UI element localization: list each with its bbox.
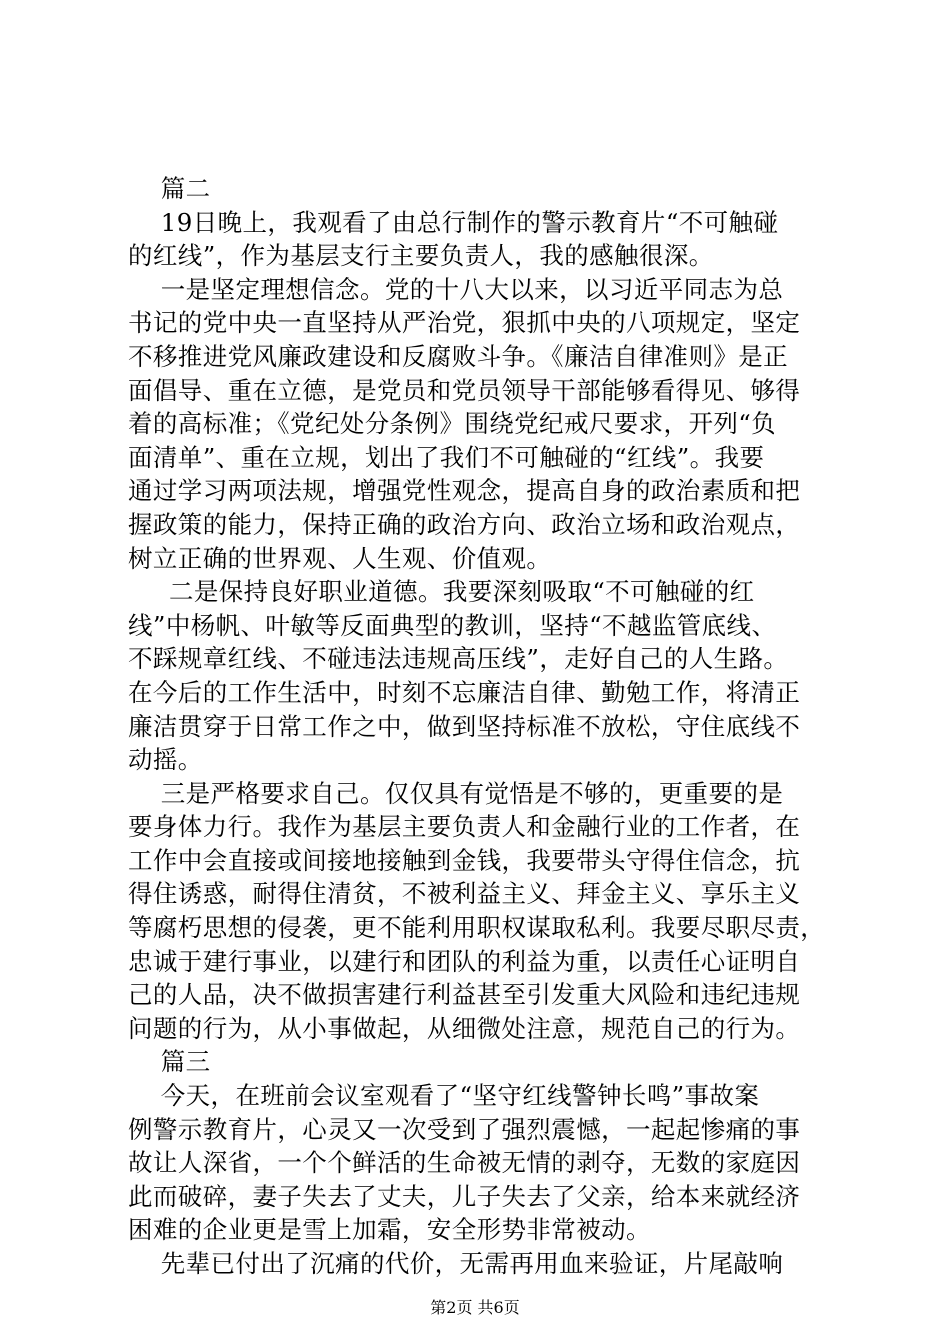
text-line: 己的人品，决不做损害建行利益甚至引发重大风险和违纪违规 bbox=[128, 980, 801, 1010]
text-line: 着的高标准；《党纪处分条例》围绕党纪戒尺要求，开列“负 bbox=[128, 409, 777, 439]
text-line: 树立正确的世界观、人生观、价值观。 bbox=[128, 543, 552, 573]
text-line: 面清单”、重在立规，划出了我们不可触碰的“红线”。我要 bbox=[128, 442, 765, 472]
page-footer: 第2页 共6页 bbox=[430, 1298, 520, 1317]
text-line: 不踩规章红线、不碰违法违规高压线”，走好自己的人生路。 bbox=[128, 644, 789, 674]
text-line: 19日晚上，我观看了由总行制作的警示教育片“不可触碰 bbox=[128, 207, 779, 237]
text-line: 要身体力行。我作为基层主要负责人和金融行业的工作者，在 bbox=[128, 812, 801, 842]
text-line: 此而破碎，妻子失去了丈夫，儿子失去了父亲，给本来就经济 bbox=[128, 1181, 801, 1211]
text-line: 困难的企业更是雪上加霜，安全形势非常被动。 bbox=[128, 1215, 651, 1245]
text-line: 书记的党中央一直坚持从严治党，狠抓中央的八项规定，坚定 bbox=[128, 308, 801, 338]
text-line: 线”中杨帆、叶敏等反面典型的教训，坚持“不越监管底线、 bbox=[128, 610, 777, 640]
document-body bbox=[128, 172, 828, 1281]
text-line: 在今后的工作生活中，时刻不忘廉洁自律、勤勉工作，将清正 bbox=[128, 677, 801, 707]
text-line: 握政策的能力，保持正确的政治方向、政治立场和政治观点， bbox=[128, 509, 801, 539]
text-line: 等腐朽思想的侵袭，更不能利用职权谋取私利。我要尽职尽责， bbox=[128, 913, 826, 943]
text-line: 问题的行为，从小事做起，从细微处注意，规范自己的行为。 bbox=[128, 1013, 801, 1043]
text-line: 一是坚定理想信念。党的十八大以来，以习近平同志为总 bbox=[128, 274, 784, 304]
text-line: 三是严格要求自己。仅仅具有觉悟是不够的，更重要的是 bbox=[128, 778, 784, 808]
text-line: 动摇。 bbox=[128, 745, 203, 775]
text-line: 得住诱惑，耐得住清贫，不被利益主义、拜金主义、享乐主义 bbox=[128, 879, 801, 909]
text-line: 不移推进党风廉政建设和反腐败斗争。《廉洁自律准则》是正 bbox=[128, 341, 789, 371]
text-line: 工作中会直接或间接地接触到金钱，我要带头守得住信念，抗 bbox=[128, 845, 801, 875]
text-line: 二是保持良好职业道德。我要深刻吸取“不可触碰的红 bbox=[128, 577, 755, 607]
text-line: 先辈已付出了沉痛的代价，无需再用血来验证，片尾敲响 bbox=[128, 1249, 784, 1278]
text-line: 故让人深省，一个个鲜活的生命被无情的剥夺，无数的家庭因 bbox=[128, 1148, 801, 1178]
text-line: 例警示教育片，心灵又一次受到了强烈震憾，一起起惨痛的事 bbox=[128, 1114, 801, 1144]
text-line: 忠诚于建行事业，以建行和团队的利益为重，以责任心证明自 bbox=[128, 946, 801, 976]
text-line: 今天，在班前会议室观看了“坚守红线警钟长鸣”事故案 bbox=[128, 1081, 760, 1111]
text-line: 的红线”，作为基层支行主要负责人，我的感触很深。 bbox=[128, 241, 714, 271]
text-line: 廉洁贯穿于日常工作之中，做到坚持标准不放松，守住底线不 bbox=[128, 711, 801, 741]
text-line: 篇二 bbox=[128, 174, 211, 203]
text-line: 篇三 bbox=[128, 1047, 211, 1077]
text-line: 通过学习两项法规，增强党性观念，提高自身的政治素质和把 bbox=[128, 476, 801, 506]
text-line: 面倡导、重在立德，是党员和党员领导干部能够看得见、够得 bbox=[128, 375, 801, 405]
